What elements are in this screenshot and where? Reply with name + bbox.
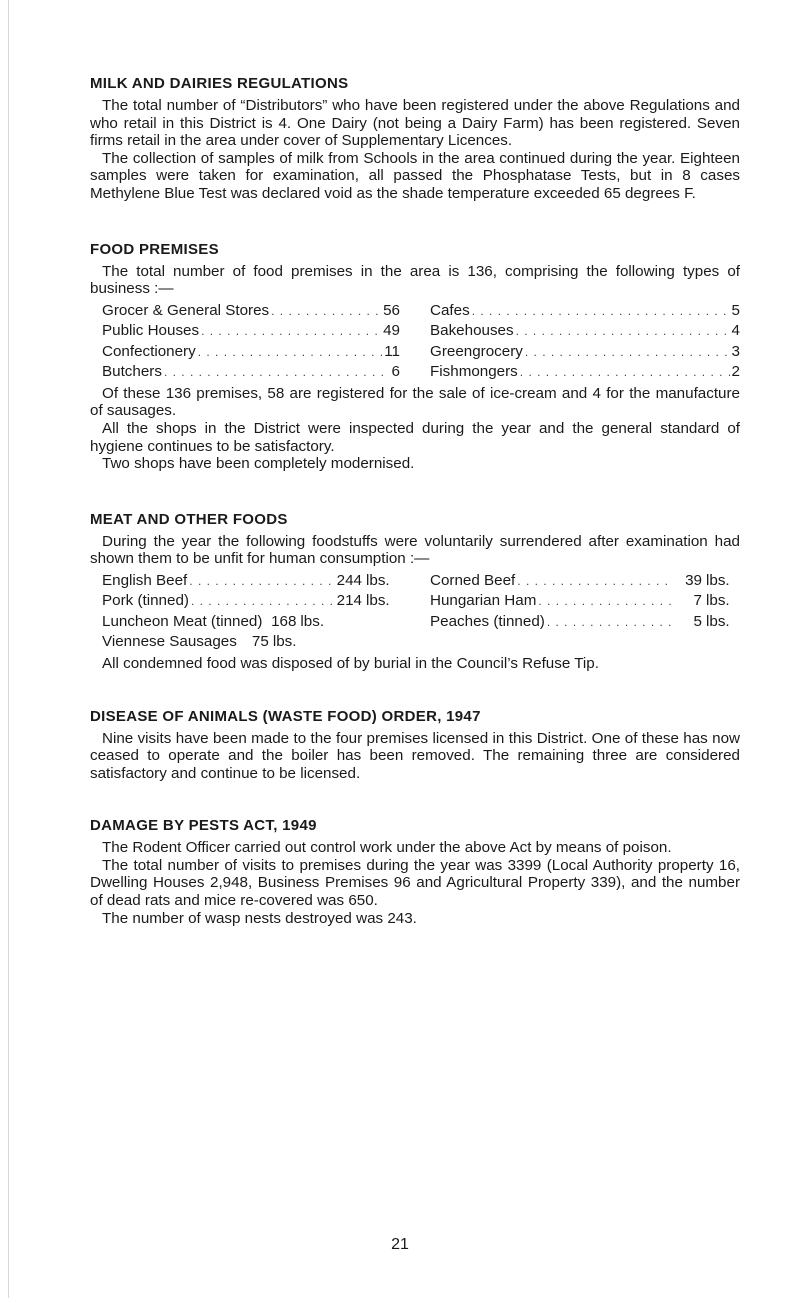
disease-section [90,707,740,783]
pests-paragraph-3: The number of wasp nests destroyed was 243. [102,909,417,927]
meat-intro: During the year the following foodstuffs were voluntarily surrendered after examination had shown them to be unfit for human consumption :— [90,532,740,568]
list-item: Butchers . . . 6 [90,362,400,383]
pests-heading: DAMAGE BY PESTS ACT, 1949 [90,817,317,835]
food-premises-section [90,240,740,473]
list-item: Corned Beef . . . 39 lbs. [400,571,740,592]
milk-paragraph-1: The total number of “Distributors” who have been registered under the above Regulations and who retail in this District is 4. One Dairy (not being a Dairy Farm) has been registered. Seven firms retail in the area under cover of Supplementary Licences. [90,97,740,150]
list-item: Viennese Sausages 75 lbs. [102,633,297,651]
list-item: Cafes . . . 5 [400,301,740,322]
page-number: 21 [391,1236,409,1253]
pests-paragraph-1: The Rodent Officer carried out control work under the above Act by means of poison. [102,839,672,857]
milk-heading: MILK AND DAIRIES REGULATIONS [90,75,349,92]
milk-section [90,74,740,203]
list-item: Grocer & General Stores . . . 56 [90,301,400,322]
food-premises-paragraph-2: All the shops in the District were inspected during the year and the general standard of hygiene continues to be satisfactory. [90,419,740,455]
disease-heading: DISEASE OF ANIMALS (WASTE FOOD) ORDER, 1947 [90,707,481,725]
milk-paragraph-2: The collection of samples of milk from Schools in the area continued during the year. Eighteen samples were taken for examination, all passed the Phosphatase Tests, but in 8 cases Methylene Blue Test was declared void as the shade temperature exceeded 65 degrees F. [90,149,740,202]
document-page [90,74,740,927]
food-premises-intro: The total number of food premises in the area is 136, comprising the following types of business :— [90,262,740,298]
list-item: English Beef . . . 244 lbs. [90,571,400,592]
meat-heading: MEAT AND OTHER FOODS [90,510,288,528]
meat-paragraph-1: All condemned food was disposed of by burial in the Council’s Refuse Tip. [102,654,599,672]
list-item: Pork (tinned) . . . 214 lbs. [90,591,400,612]
condemned-food-list [90,571,740,653]
food-premises-paragraph-3: Two shops have been completely modernised. [102,455,415,473]
meat-section [90,510,740,673]
premises-list [90,301,740,383]
list-item: Bakehouses . . . 4 [400,321,740,342]
pests-section [90,816,740,927]
pests-paragraph-2: The total number of visits to premises during the year was 3399 (Local Authority property 16, Dwelling Houses 2,948, Business Premises 96 and Agricultural Property 339), and the number of dead rats and mice re-covered was 650. [90,856,740,910]
list-item: Confectionery . . . 11 [90,342,400,363]
list-item: Hungarian Ham . . . 7 lbs. [400,591,740,612]
disease-paragraph-1: Nine visits have been made to the four premises licensed in this District. One of these has now ceased to operate and the boiler has been removed. The remaining three are considered satisfactory and continue to be licensed. [90,729,740,782]
list-item: Peaches (tinned) . . . 5 lbs. [400,612,740,633]
food-premises-paragraph-1: Of these 136 premises, 58 are registered for the sale of ice-cream and 4 for the manufacture of sausages. [90,384,740,420]
food-premises-heading: FOOD PREMISES [90,240,219,258]
list-item: Fishmongers . . . 2 [400,362,740,383]
list-item: Luncheon Meat (tinned) 168 lbs. [102,612,325,630]
list-item: Greengrocery . . . 3 [400,342,740,363]
list-item: Public Houses . . . 49 [90,321,400,342]
page-edge-shadow [8,0,9,1298]
